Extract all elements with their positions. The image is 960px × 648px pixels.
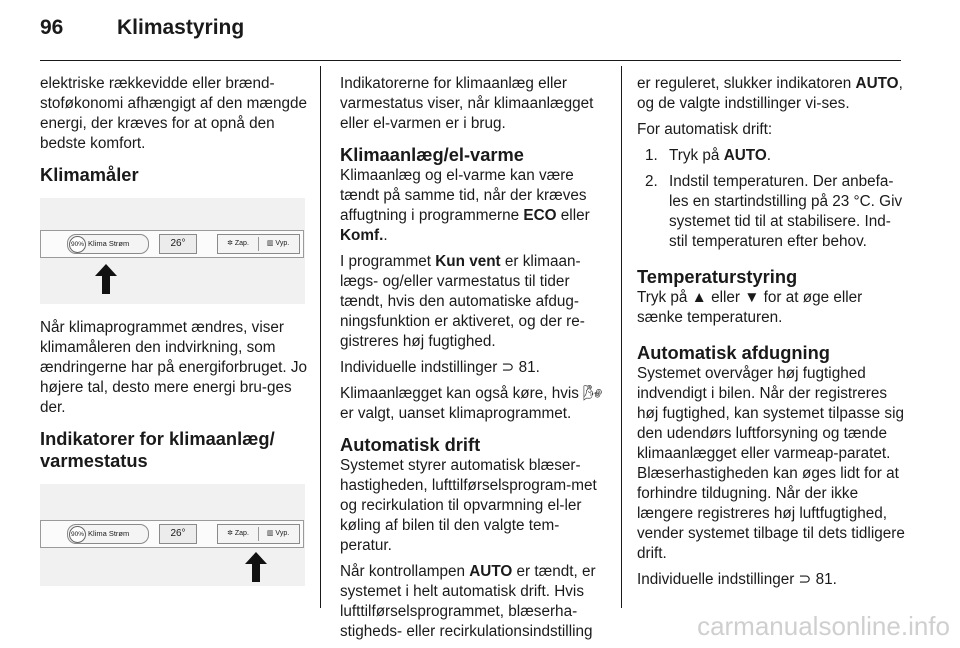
mode-buttons-2 (217, 524, 300, 544)
auto-steps-intro: For automatisk drift: (637, 121, 773, 138)
climate-label: Klima Strøm (88, 239, 130, 248)
climate-power-button-2 (67, 524, 149, 544)
meter-paragraph: Når klimaprogrammet ændres, viser klimamåleren den indvirkning, som ændringerne har på energiforbruget. Jo højere tal, desto mere energi bru-ges der. (40, 319, 308, 416)
climate-label-2: Klima Strøm (88, 529, 130, 538)
list-item: 1. Tryk på AUTO. (645, 147, 771, 164)
percent-badge: 90% (69, 236, 86, 253)
climate-panel (40, 230, 304, 258)
climate-panel-2 (40, 520, 304, 548)
mode-buttons (217, 234, 300, 254)
individual-settings-ref: Individuelle indstillinger ⊃ 81. (340, 359, 540, 376)
zap-label-2: ✲ Zap. (227, 530, 249, 537)
vyp-label: ▥ Vyp. (266, 240, 290, 247)
heading-temperaturstyring: Temperaturstyring (637, 266, 798, 287)
zap-label: ✲ Zap. (227, 240, 249, 247)
column-divider-2 (621, 66, 622, 608)
header-rule (40, 60, 901, 61)
heading-automatisk-afdugning: Automatisk afdugning (637, 342, 830, 363)
climate-meter-figure (40, 198, 305, 304)
auto-lamp-paragraph: Når kontrollampen AUTO er tændt, er systemet i helt automatisk drift. Hvis lufttilførselsprogrammet, blæserha-stigheds- eller recirkulationsindstilling (340, 563, 596, 640)
column-1 (40, 74, 308, 600)
fan-icon: 🌬 (583, 385, 603, 402)
page-title: Klimastyring (117, 16, 245, 39)
heading-klimamaler: Klimamåler (40, 164, 139, 185)
kun-vent-paragraph: I programmet Kun vent er klimaan-lægs- og/eller varmestatus til tider tændt, hvis den automatiske afdug-ningsfunktion er aktiveret, og der re-gistreres høj fugtighed. (340, 253, 585, 350)
defog-paragraph: Systemet overvåger høj fugtighed indvendigt i bilen. Når der registreres høj fugtighed, kan systemet tilpasse sig den udendørs luftforsyning og tænde klimaanlægget eller varmeap-paratet. Blæserhastigheden kan øges lidt for at forhindre tildugning. Når der ikke længere registreres høj luftfugtighed, vender systemet tilbage til dets tidligere drift. (637, 365, 905, 562)
auto-drive-paragraph: Systemet styrer automatisk blæser-hastigheden, lufttilførselsprogram-met og recirkulation til opvarmning el-ler køling af bilen til den valgte tem-peratur. (340, 457, 597, 554)
heading-automatisk-drift: Automatisk drift (340, 434, 481, 455)
percent-badge-2: 90% (69, 526, 86, 543)
indicators-paragraph: Indikatorerne for klimaanlæg eller varmestatus viser, når klimaanlægget eller el-varmen er i brug. (340, 75, 594, 132)
intro-paragraph: elektriske rækkevidde eller brænd-stoføkonomi afhængigt af den mængde energi, der kræves for at opnå den bedste komfort. (40, 75, 308, 152)
page-number: 96 (40, 16, 64, 39)
column-divider-1 (320, 66, 321, 608)
auto-off-paragraph: er reguleret, slukker indikatoren AUTO, og de valgte indstillinger vi-ses. (637, 75, 903, 112)
watermark: carmanualsonline.info (697, 611, 950, 641)
list-item: 2. Indstil temperaturen. Der anbefa-les en startindstilling på 23 °C. Giv systemet tid til at stabilisere. Ind-stil temperaturen efter behov. (645, 173, 903, 250)
dehumidify-paragraph: Klimaanlæg og el-varme kan være tændt på samme tid, når der kræves affugtning i programmerne ECO eller Komf.. (340, 167, 590, 244)
aircon-run-paragraph: Klimaanlægget kan også køre, hvis 🌬 er valgt, uanset klimaprogrammet. (340, 385, 603, 422)
temperature-display-2: 26° (159, 524, 197, 544)
individual-settings-ref-2: Individuelle indstillinger ⊃ 81. (637, 571, 837, 588)
column-2 (340, 74, 608, 648)
up-arrow-icon (95, 264, 117, 294)
up-arrow-icon-2 (245, 552, 267, 582)
vyp-label-2: ▥ Vyp. (266, 530, 290, 537)
climate-power-button (67, 234, 149, 254)
temperature-display: 26° (159, 234, 197, 254)
temperature-paragraph: Tryk på ▲ eller ▼ for at øge eller sænke temperaturen. (637, 289, 863, 326)
heading-klimaanlaeg-el-varme: Klimaanlæg/el-varme (340, 144, 524, 165)
status-indicator-figure (40, 484, 305, 586)
heading-indikatorer: Indikatorer for klimaanlæg/ varmestatus (40, 428, 275, 471)
column-3 (637, 74, 905, 596)
